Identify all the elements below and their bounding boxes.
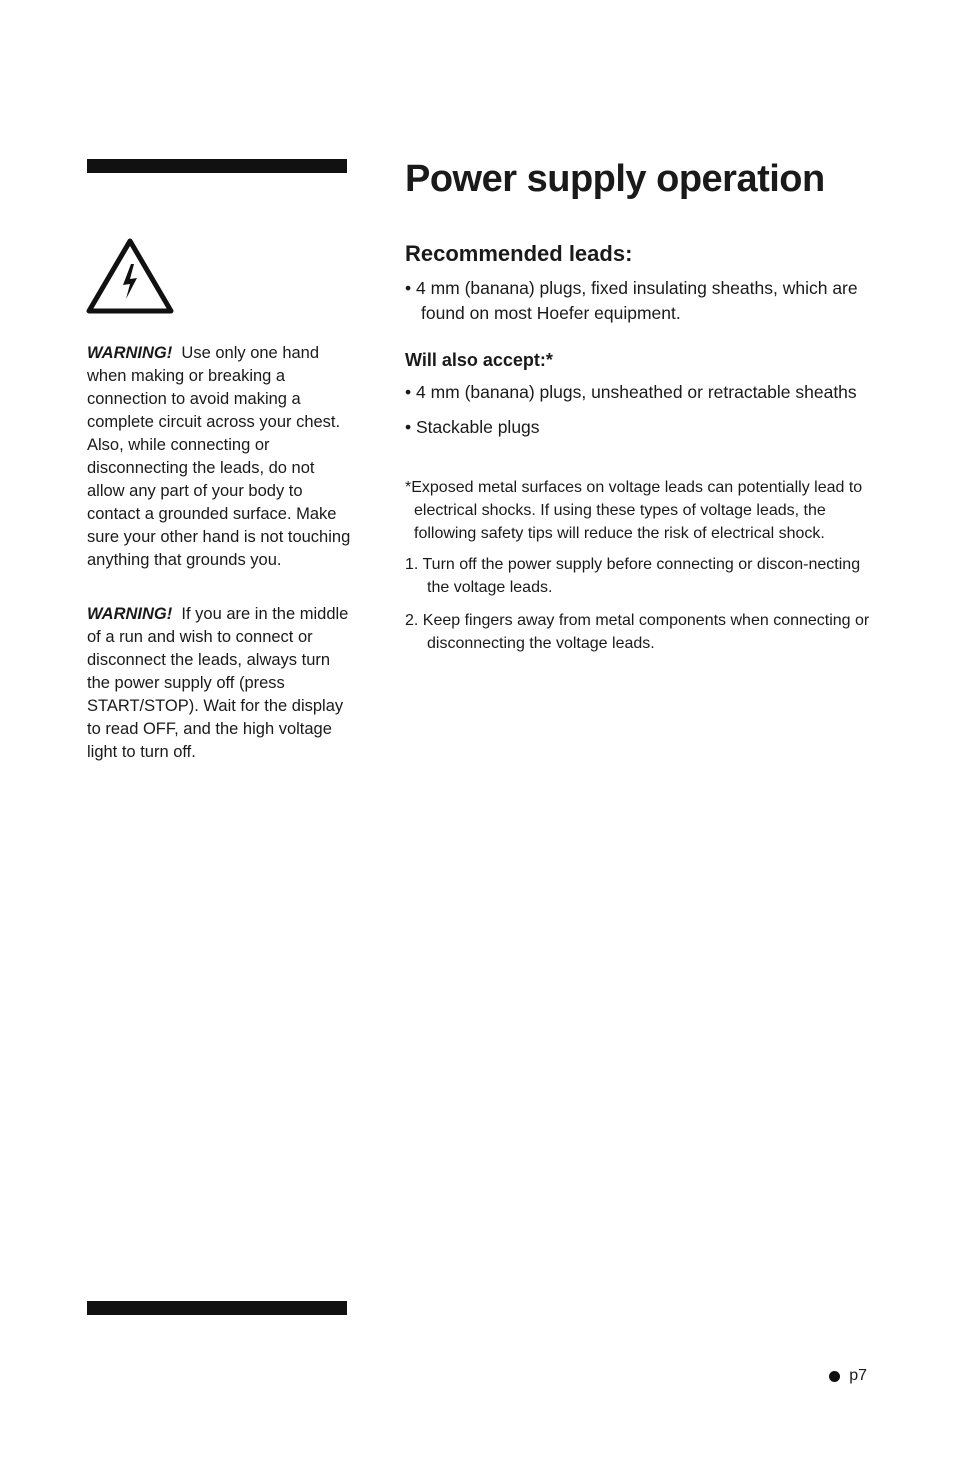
warning-label: WARNING! <box>87 344 173 362</box>
top-rule <box>87 159 347 173</box>
warning-sidebar <box>87 342 355 795</box>
main-content <box>405 150 875 665</box>
warning-text: Use only one hand when making or breaking a connection to avoid making a complete circuit across your chest. Also, while connecting or disconnecting the leads, do not allow any part of your body to contact a grounded surface. Make sure your other hand is not touching anything that grounds you. <box>87 344 351 569</box>
bullet-dot-icon <box>829 1371 840 1382</box>
page-number <box>829 1367 867 1385</box>
list-item: 1. Turn off the power supply before connecting or discon-necting the voltage leads. <box>405 556 861 596</box>
footnote: *Exposed metal surfaces on voltage leads can potentially lead to electrical shocks. If using these types of voltage leads, the following safety tips will reduce the risk of electrical shock. <box>405 479 863 542</box>
warning-label: WARNING! <box>87 605 173 623</box>
page-title: Power supply operation <box>405 158 825 200</box>
high-voltage-warning-icon <box>86 238 174 314</box>
warning-1 <box>87 342 355 572</box>
list-item: • 4 mm (banana) plugs, unsheathed or retractable sheaths <box>405 382 857 402</box>
accept-list <box>405 380 875 440</box>
safety-steps <box>405 553 875 655</box>
list-item: • 4 mm (banana) plugs, fixed insulating sheaths, which are found on most Hoefer equipment. <box>405 278 858 323</box>
page-number-text: p7 <box>849 1367 867 1384</box>
warning-2 <box>87 603 355 764</box>
list-item: 2. Keep fingers away from metal components when connecting or disconnecting the voltage leads. <box>405 612 870 652</box>
bottom-rule <box>87 1301 347 1315</box>
recommended-list <box>405 276 875 326</box>
accept-heading: Will also accept:* <box>405 350 553 370</box>
warning-text: If you are in the middle of a run and wish to connect or disconnect the leads, always turn the power supply off (press START/STOP). Wait for the display to read OFF, and the high voltage light to turn off. <box>87 605 349 761</box>
recommended-heading: Recommended leads: <box>405 241 633 266</box>
list-item: • Stackable plugs <box>405 417 540 437</box>
